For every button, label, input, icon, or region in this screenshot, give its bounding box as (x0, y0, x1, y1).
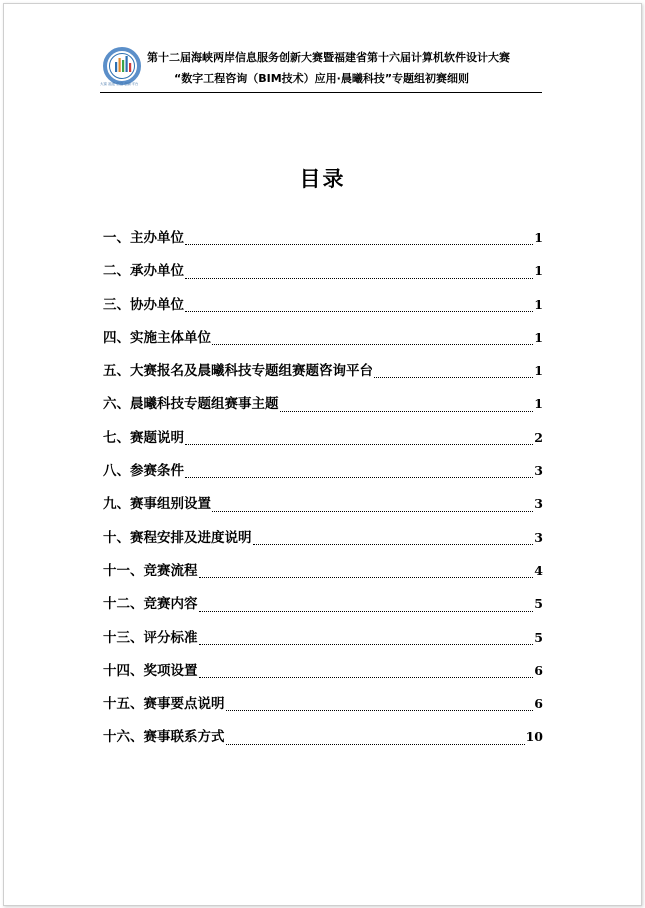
toc-entry[interactable] (103, 326, 543, 359)
toc-entry-page: 6 (534, 696, 543, 712)
toc-leader-dots (280, 411, 534, 412)
toc-leader-dots (374, 377, 533, 378)
page-title: 目录 (299, 167, 346, 191)
toc-leader-dots (185, 244, 533, 245)
toc-leader-dots (212, 344, 533, 345)
toc-entry-page: 5 (534, 596, 543, 612)
toc-entry-page: 10 (525, 729, 543, 745)
toc-leader-dots (199, 644, 534, 645)
toc-entry-page: 2 (534, 429, 543, 445)
toc-entry[interactable] (103, 659, 543, 692)
toc-leader-dots (199, 611, 534, 612)
toc-entry-label: 八、参赛条件 (103, 463, 184, 480)
toc-entry[interactable] (103, 526, 543, 559)
toc-leader-dots (199, 677, 534, 678)
header-contest-name: 第十二届海峡两岸信息服务创新大赛暨福建省第十六届计算机软件设计大赛 (147, 51, 510, 64)
toc-leader-dots (185, 311, 533, 312)
toc-entry-page: 6 (534, 662, 543, 678)
toc-entry-page: 1 (534, 329, 543, 345)
table-of-contents (103, 226, 543, 759)
toc-entry-page: 1 (534, 263, 543, 279)
page-header (100, 46, 542, 92)
toc-entry[interactable] (103, 226, 543, 259)
toc-entry-page: 3 (534, 463, 543, 479)
header-track-name: “数字工程咨询（BIM技术）应用·晨曦科技”专题组初赛细则 (174, 72, 470, 85)
toc-entry-label: 六、晨曦科技专题组赛事主题 (103, 396, 279, 413)
toc-leader-dots (185, 444, 533, 445)
toc-leader-dots (185, 477, 533, 478)
toc-entry-label: 十、赛程安排及进度说明 (103, 529, 252, 546)
toc-entry[interactable] (103, 392, 543, 425)
toc-entry-page: 1 (534, 396, 543, 412)
toc-leader-dots (212, 511, 533, 512)
toc-entry-label: 十一、竞赛流程 (103, 562, 198, 579)
toc-entry-page: 3 (534, 496, 543, 512)
toc-entry[interactable] (103, 592, 543, 625)
logo-caption: 大赛 福建·信息 创新平台 (100, 82, 139, 86)
toc-entry-page: 1 (534, 230, 543, 245)
toc-entry-page: 4 (534, 562, 543, 578)
toc-entry[interactable] (103, 459, 543, 492)
toc-entry[interactable] (103, 492, 543, 525)
toc-entry-label: 一、主办单位 (103, 230, 184, 246)
toc-leader-dots (185, 278, 533, 279)
toc-entry[interactable] (103, 426, 543, 459)
toc-entry[interactable] (103, 626, 543, 659)
toc-entry[interactable] (103, 559, 543, 592)
toc-entry-label: 九、赛事组别设置 (103, 496, 211, 513)
toc-entry[interactable] (103, 359, 543, 392)
toc-entry-label: 二、承办单位 (103, 263, 184, 280)
toc-leader-dots (199, 577, 534, 578)
toc-entry-label: 十四、奖项设置 (103, 662, 198, 679)
toc-leader-dots (226, 744, 525, 745)
toc-entry-page: 1 (534, 363, 543, 379)
toc-leader-dots (253, 544, 534, 545)
header-divider (100, 92, 542, 93)
toc-entry-page: 3 (534, 529, 543, 545)
toc-entry[interactable] (103, 259, 543, 292)
toc-entry-label: 十六、赛事联系方式 (103, 729, 225, 746)
toc-entry-label: 七、赛题说明 (103, 429, 184, 446)
toc-entry[interactable] (103, 293, 543, 326)
toc-entry[interactable] (103, 692, 543, 725)
toc-entry-page: 1 (534, 296, 543, 312)
toc-entry-label: 十二、竞赛内容 (103, 596, 198, 613)
toc-entry-page: 5 (534, 629, 543, 645)
toc-leader-dots (226, 710, 534, 711)
toc-entry-label: 十五、赛事要点说明 (103, 696, 225, 713)
toc-entry-label: 三、协办单位 (103, 296, 184, 313)
toc-entry[interactable] (103, 725, 543, 758)
toc-entry-label: 四、实施主体单位 (103, 329, 211, 346)
toc-entry-label: 五、大赛报名及晨曦科技专题组赛题咨询平台 (103, 363, 373, 380)
toc-entry-label: 十三、评分标准 (103, 629, 198, 646)
